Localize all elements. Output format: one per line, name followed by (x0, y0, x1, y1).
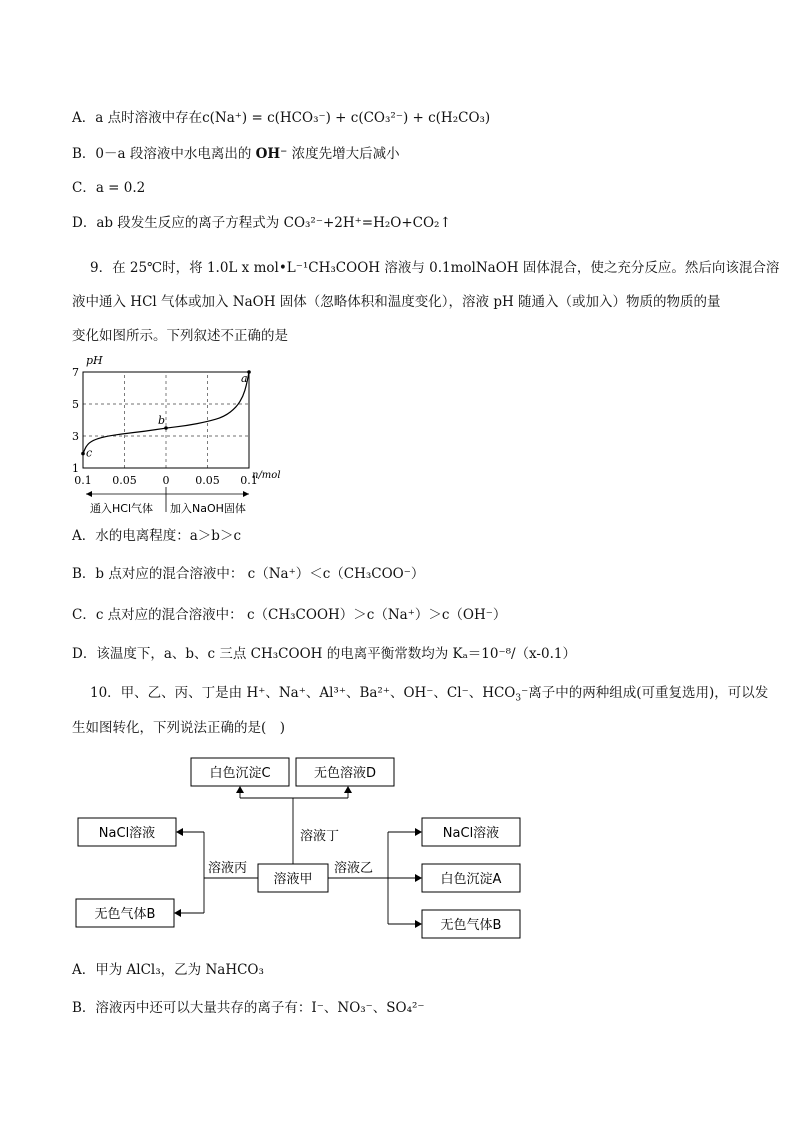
q9-option-d: D．该温度下，a、b、c 三点 CH₃COOH 的电离平衡常数均为 Kₐ＝10⁻⁸/（x-0.1） (72, 646, 576, 662)
hcl-region-label: 通入HCl气体 (90, 502, 154, 515)
svg-text:白色沉淀C: 白色沉淀C (209, 766, 271, 781)
svg-text:无色气体B: 无色气体B (94, 907, 156, 922)
box-white-precipitate-a (422, 864, 520, 892)
x-tick-label: 0.1 (240, 474, 258, 487)
x-axis-label: n/mol (252, 470, 281, 481)
chart-grid (83, 372, 249, 468)
q10-stem-subscript: 3 (515, 693, 522, 704)
right-arrow-head-icon (243, 491, 249, 497)
top-branch-lines (240, 788, 348, 864)
point-label-a: a (241, 372, 248, 385)
box-right-nacl-solution (422, 818, 520, 846)
y-tick-labels (72, 366, 79, 475)
q10-stem-text: 10．甲、乙、丙、丁是由 H⁺、Na⁺、Al³⁺、Ba²⁺、OH⁻、Cl⁻、HCO (90, 685, 516, 701)
y-tick-label: 5 (72, 398, 79, 411)
q10-stem-text-end: ⁻离子中的两种组成(可重复选用)，可以发 (521, 685, 769, 701)
svg-text:无色气体B: 无色气体B (440, 918, 502, 933)
box-right-colorless-gas-b (422, 910, 520, 938)
box-colorless-solution-d (296, 758, 394, 786)
q8-option-a-text: A．a 点时溶液中存在 (72, 110, 203, 126)
y-tick-label: 7 (72, 366, 79, 379)
x-tick-label: 0 (162, 474, 170, 487)
gas-up-arrow-icon: ↑ (439, 215, 452, 231)
point-label-c: c (86, 446, 93, 460)
arrow-to-precipitate-c-icon (236, 786, 244, 793)
svg-text:白色沉淀A: 白色沉淀A (440, 872, 502, 887)
point-a (247, 370, 251, 374)
q8-option-d (72, 213, 451, 233)
arrow-to-left-gas-icon (174, 909, 181, 917)
svg-text:无色溶液D: 无色溶液D (313, 766, 377, 781)
left-arrow-head-icon (86, 491, 92, 497)
q8-option-d-text: D．ab 段发生反应的离子方程式为 (72, 215, 284, 231)
q8-option-a (72, 108, 490, 128)
y-axis-label: pH (86, 354, 103, 367)
box-left-colorless-gas-b (76, 899, 174, 927)
box-white-precipitate-c (191, 758, 289, 786)
q10-stem-line-2: 生如图转化，下列说法正确的是( ) (72, 720, 286, 736)
conversion-flow-diagram (70, 752, 530, 947)
q9-option-a: A．水的电离程度：a＞b＞c (72, 528, 242, 544)
y-tick-label: 1 (72, 462, 79, 475)
q8-option-a-equation: c(Na⁺) = c(HCO₃⁻) + c(CO₃²⁻) + c(H₂CO₃) (202, 110, 491, 126)
point-label-b: b (158, 414, 166, 427)
q8-option-d-equation: CO₃²⁻+2H⁺=H₂O+CO₂ (283, 215, 440, 231)
q9-stem-line-1: 9．在 25℃时，将 1.0L x mol•L⁻¹CH₃COOH 溶液与 0.1molNaOH 固体混合，使之充分反应。然后向该混合溶 (90, 260, 780, 276)
arrow-to-solution-d-icon (344, 786, 352, 793)
y-tick-label: 3 (72, 430, 79, 443)
x-tick-label: 0.05 (195, 474, 220, 487)
svg-text:NaCl溶液: NaCl溶液 (442, 826, 500, 841)
q9-option-c: C．c 点对应的混合溶液中： c（CH₃COOH）＞c（Na⁺）＞c（OH⁻） (72, 607, 507, 623)
q9-stem-line-2: 液中通入 HCl 气体或加入 NaOH 固体（忽略体积和温度变化），溶液 pH 随通入（或加入）物质的物质的量 (72, 294, 721, 310)
q8-option-c: C．a = 0.2 (72, 180, 146, 196)
x-tick-label: 0.05 (112, 474, 137, 487)
q9-option-b: B．b 点对应的混合溶液中： c（Na⁺）＜c（CH₃COO⁻） (72, 566, 425, 582)
x-tick-label: 0.1 (74, 474, 92, 487)
q10-option-b: B．溶液丙中还可以大量共存的离子有：I⁻、NO₃⁻、SO₄²⁻ (72, 1000, 425, 1016)
reagent-solution-ding: 溶液丁 (300, 829, 340, 844)
reagent-solution-bing: 溶液丙 (208, 861, 248, 876)
naoh-region-label: 加入NaOH固体 (170, 502, 246, 515)
reagent-solution-yi: 溶液乙 (334, 861, 374, 876)
ph-titration-chart (66, 352, 281, 518)
point-c (81, 452, 85, 456)
q8-option-b-suffix: 浓度先增大后减小 (287, 146, 400, 162)
svg-text:溶液甲: 溶液甲 (273, 872, 313, 887)
box-solution-jia (258, 864, 328, 892)
box-left-nacl-solution (78, 818, 176, 846)
q8-option-b (72, 144, 400, 164)
right-branch-lines (328, 832, 418, 924)
q9-stem-line-3: 变化如图所示。下列叙述不正确的是 (72, 328, 288, 344)
arrow-to-precipitate-a-icon (415, 874, 422, 882)
x-tick-labels (74, 474, 258, 487)
arrow-to-right-gas-icon (415, 920, 422, 928)
q8-option-b-ion: OH⁻ (255, 146, 288, 162)
svg-text:NaCl溶液: NaCl溶液 (98, 826, 156, 841)
q8-option-b-text: B．0－a 段溶液中水电离出的 (72, 146, 256, 162)
arrow-to-right-nacl-icon (415, 828, 422, 836)
q10-stem-line-1 (90, 683, 768, 703)
q10-option-a: A．甲为 AlCl₃，乙为 NaHCO₃ (72, 962, 264, 978)
arrow-to-left-nacl-icon (176, 828, 183, 836)
